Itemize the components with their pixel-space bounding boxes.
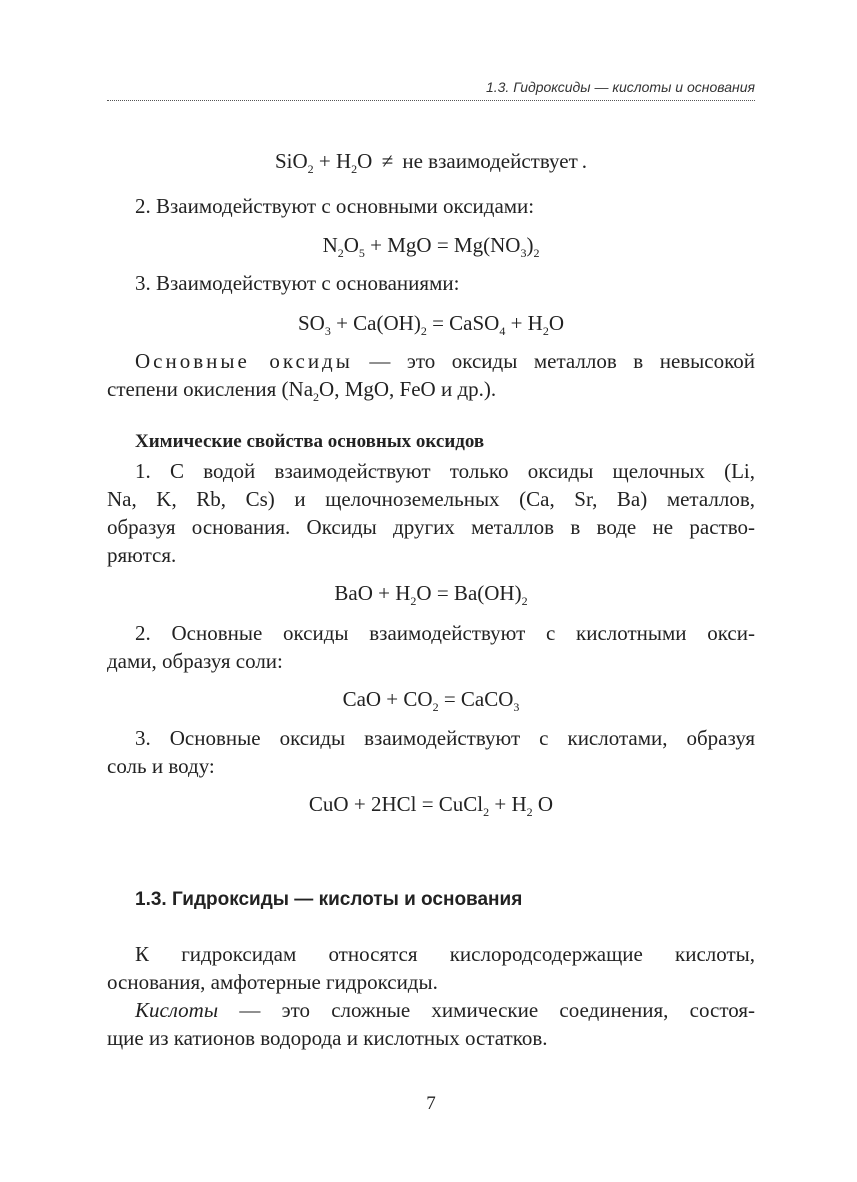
text-line: 2. Основные оксиды взаимодействуют с кислотными окси-	[135, 621, 755, 645]
section-heading: 1.3. Гидроксиды — кислоты и основания	[135, 889, 523, 910]
text-line: Кислоты — это сложные химические соединения, состоя-	[135, 998, 755, 1022]
running-head: 1.3. Гидроксиды — кислоты и основания	[485, 79, 755, 95]
page-number: 7	[426, 1093, 436, 1114]
text-line: К гидроксидам относятся кислородсодержащие кислоты,	[135, 942, 755, 966]
basic-oxides-definition	[107, 347, 755, 403]
text-line: основания, амфотерные гидроксиды.	[107, 970, 438, 994]
header-dotted-rule	[107, 100, 755, 101]
equation-n2o5: $N_2O_5$ + MgO = $Mg(NO_3)_2$	[322, 233, 540, 260]
equation-cao: CaO + $CO_2$ = CaCO$_3$	[342, 687, 520, 714]
equation-bao: BaO + $H_2O = Ba(OH)_2$	[334, 581, 528, 608]
text-line: ряются.	[107, 543, 177, 567]
basic-oxides-definition-line-1: Основные оксиды — это оксиды металлов в невысокой	[135, 349, 755, 373]
acids-definition	[107, 996, 755, 1052]
text-line: 1. С водой взаимодействуют только оксиды щелочных (Li,	[135, 459, 755, 483]
text-line: соль и воду:	[107, 754, 215, 778]
basic-oxides-definition-line-2: степени окисления ($Na_2O$, MgO, FeO и др.).	[107, 377, 497, 404]
acid-oxides-item-2: 2. Взаимодействуют с основными оксидами:	[135, 194, 535, 218]
text-line: дами, образуя соли:	[107, 649, 283, 673]
text-line: 3. Основные оксиды взаимодействуют с кислотами, образуя	[135, 726, 755, 750]
acid-oxides-item-3: 3. Взаимодействуют с основаниями:	[135, 271, 460, 295]
equation-sio2: $SiO_2 + H_2O$ ≠ не взаимодействует .	[274, 149, 588, 176]
book-page	[107, 0, 755, 1182]
hydroxides-intro	[107, 940, 755, 996]
basic-oxides-item-2	[107, 619, 755, 675]
text-line: щие из катионов водорода и кислотных остатков.	[107, 1026, 548, 1050]
basic-oxides-properties-heading: Химические свойства основных оксидов	[135, 431, 485, 452]
text-line: Na, K, Rb, Cs) и щелочноземельных (Ca, Sr, Ba) металлов,	[107, 487, 755, 511]
basic-oxides-item-3	[107, 724, 755, 780]
basic-oxides-item-1	[107, 457, 755, 569]
equation-cuo: CuO + 2HCl = CuCl$_2$ + $H_2$ O	[308, 792, 554, 819]
text-line: образуя основания. Оксиды других металлов в воде не раство-	[107, 515, 755, 539]
equation-so3: $SO_3 + Ca(OH)_2$ = CaSO$_4$ + $H_2O$	[297, 311, 565, 338]
